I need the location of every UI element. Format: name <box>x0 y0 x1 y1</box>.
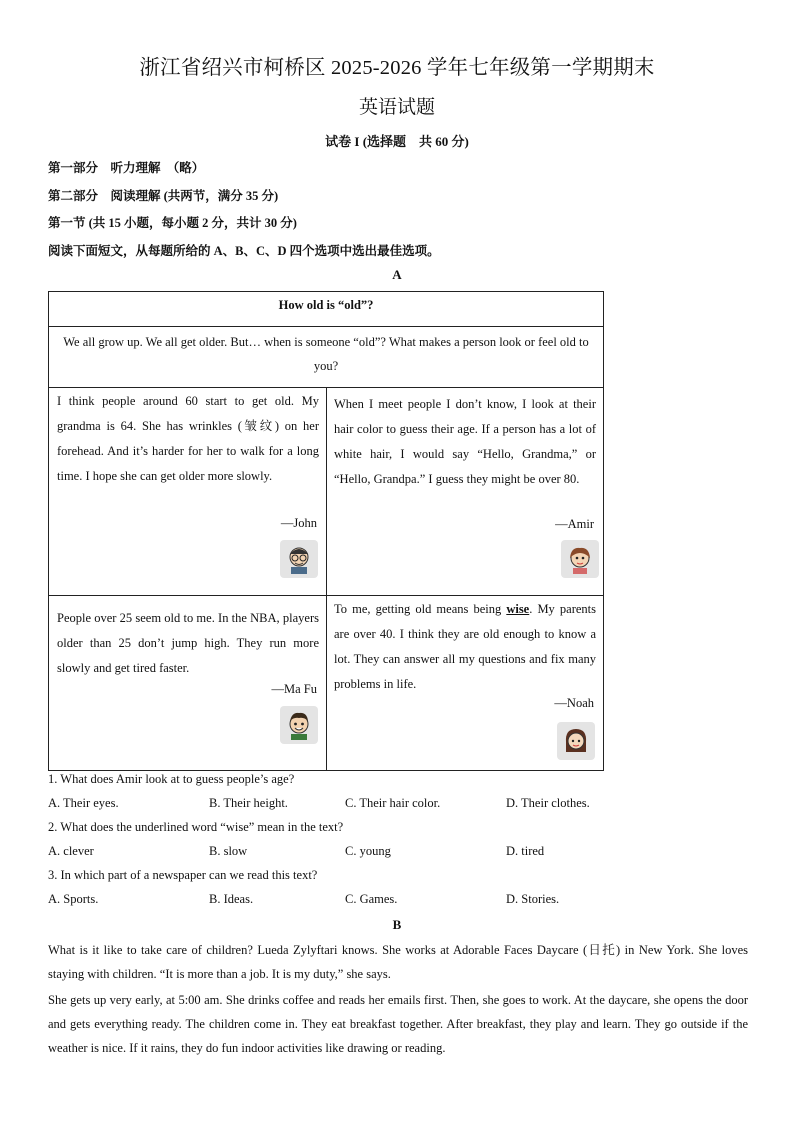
divider <box>49 326 603 327</box>
q1-option-d[interactable]: D. Their clothes. <box>506 796 590 810</box>
part1-heading: 第一部分 听力理解 （略） <box>48 161 205 175</box>
question-2: 2. What does the underlined word “wise” mean in the text? <box>48 820 344 834</box>
amir-signature: —Amir <box>555 517 594 531</box>
exam-title: 浙江省绍兴市柯桥区 2025-2026 学年七年级第一学期期末 <box>139 57 655 79</box>
question-3: 3. In which part of a newspaper can we read this text? <box>48 868 318 882</box>
q2-option-c[interactable]: C. young <box>345 844 391 858</box>
boy-glasses-icon <box>280 540 318 578</box>
section1-heading: 第一节 (共 15 小题，每小题 2 分，共计 30 分) <box>48 216 297 230</box>
q2-option-b[interactable]: B. slow <box>209 844 248 858</box>
noah-signature: —Noah <box>554 696 594 710</box>
passage-b-paragraph-1: What is it like to take care of children? Lueda Zylyftari knows. She works at Adorable Faces Daycare (日托) in New York. She loves staying with children. “It is more than a job. It is my duty,” she says. <box>48 943 748 981</box>
q1-option-b[interactable]: B. Their height. <box>209 796 288 810</box>
boy-icon <box>280 706 318 744</box>
john-signature: —John <box>280 516 317 530</box>
passage-a-label: A <box>392 267 402 282</box>
underlined-word-wise: wise <box>506 602 530 616</box>
paper-label: 试卷 I (选择题 共 60 分) <box>325 134 469 149</box>
john-opinion: I think people around 60 start to get old. My grandma is 64. She has wrinkles (皱纹) on her forehead. And it’s harder for her to walk for a long time. I hope she can get older more slowly. <box>57 394 319 483</box>
passage-b-label: B <box>392 917 402 932</box>
table-title: How old is “old”? <box>278 298 374 312</box>
q2-option-a[interactable]: A. clever <box>48 844 94 858</box>
table-intro: We all grow up. We all get older. But… when is someone “old”? What makes a person look or feel old to you? <box>63 335 589 373</box>
woman-icon <box>557 722 595 760</box>
instruction: 阅读下面短文，从每题所给的 A、B、C、D 四个选项中选出最佳选项。 <box>48 244 440 258</box>
q1-option-c[interactable]: C. Their hair color. <box>345 796 441 810</box>
passage-a-table <box>48 291 604 771</box>
divider <box>326 387 327 770</box>
q2-option-d[interactable]: D. tired <box>506 844 545 858</box>
part2-heading: 第二部分 阅读理解 (共两节，满分 35 分) <box>48 189 279 203</box>
q3-option-a[interactable]: A. Sports. <box>48 892 99 906</box>
q3-option-d[interactable]: D. Stories. <box>506 892 560 906</box>
question-1: 1. What does Amir look at to guess people’s age? <box>48 772 295 786</box>
mafu-opinion: People over 25 seem old to me. In the NBA, players older than 25 don’t jump high. They run more slowly and get tired faster. <box>57 611 319 675</box>
q3-option-b[interactable]: B. Ideas. <box>209 892 254 906</box>
noah-opinion: To me, getting old means being wise. My parents are over 40. I think they are old enough to know a lot. They can answer all my questions and fix many problems in life. <box>334 602 596 691</box>
exam-subject: 英语试题 <box>358 97 435 118</box>
q1-option-a[interactable]: A. Their eyes. <box>48 796 119 810</box>
passage-b-paragraph-2: She gets up very early, at 5:00 am. She drinks coffee and reads her emails first. Then, she goes to work. At the daycare, she opens the door and gets everything ready. The children come in. They eat breakfast together. After breakfast, they play and learn. They go outside if the weather is nice. If it rains, they do fun indoor activities like drawing or reading. <box>48 993 748 1055</box>
girl-icon <box>561 540 599 578</box>
mafu-signature: —Ma Fu <box>271 682 317 696</box>
amir-opinion: When I meet people I don’t know, I look at their hair color to guess their age. If a person has a lot of white hair, I would say “Hello, Grandma,” or “Hello, Grandpa.” I guess they might be over 80. <box>334 397 596 486</box>
q3-option-c[interactable]: C. Games. <box>345 892 398 906</box>
